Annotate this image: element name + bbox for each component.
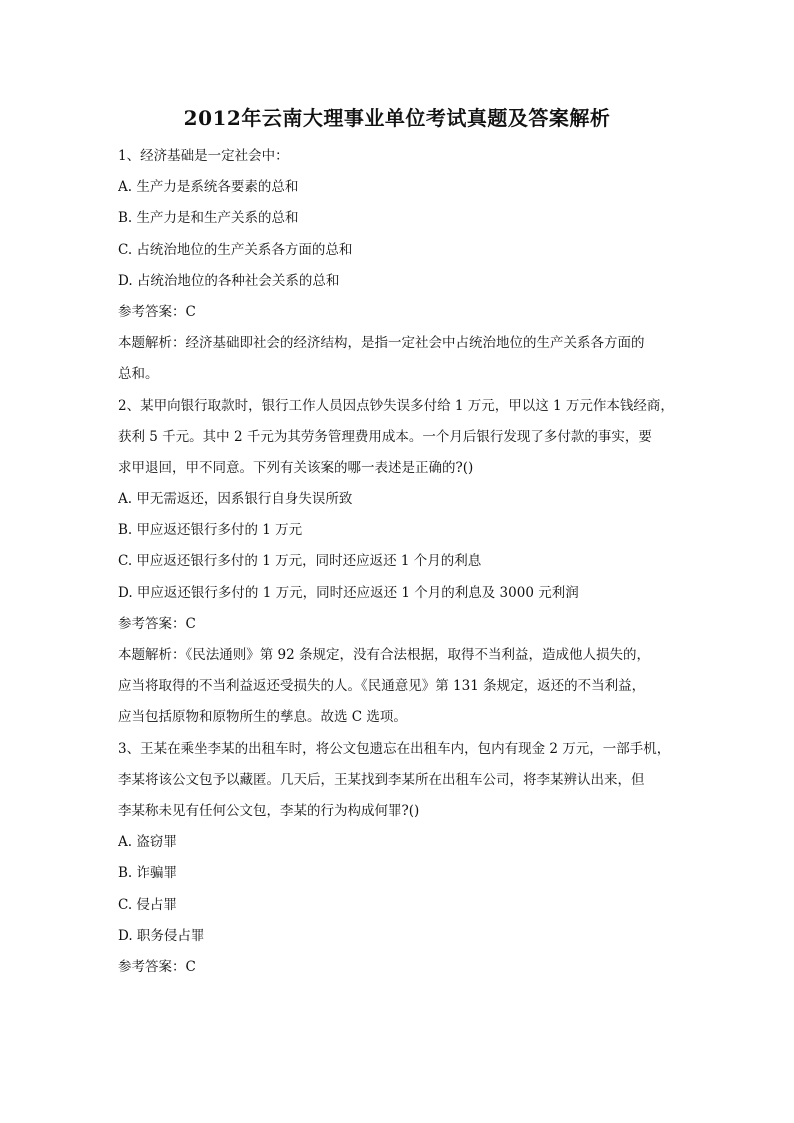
question-1-explanation-line: 总和。 (118, 366, 159, 383)
question-2-stem-line: 获利 5 千元。其中 2 千元为其劳务管理费用成本。一个月后银行发现了多付款的事实，要 (118, 428, 652, 445)
question-3-stem-line: 李某称未见有任何公文包，李某的行为构成何罪?() (118, 802, 420, 819)
question-1-stem: 1、经济基础是一定社会中： (118, 148, 289, 164)
question-2-option-c: C. 甲应返还银行多付的 1 万元，同时还应返还 1 个月的利息 (118, 553, 482, 570)
question-1-option-c: C. 占统治地位的生产关系各方面的总和 (118, 241, 353, 258)
question-1-option-d: D. 占统治地位的各种社会关系的总和 (118, 272, 340, 289)
question-3-option-a: A. 盗窃罪 (118, 834, 177, 851)
question-3-option-c: C. 侵占罪 (118, 896, 177, 913)
question-1-answer: 参考答案：C (118, 303, 196, 320)
question-3-answer: 参考答案：C (118, 958, 196, 975)
question-3-option-d: D. 职务侵占罪 (118, 927, 205, 944)
question-1-explanation-line: 本题解析：经济基础即社会的经济结构，是指一定社会中占统治地位的生产关系各方面的 (118, 335, 645, 352)
question-2-option-a: A. 甲无需返还，因系银行自身失误所致 (118, 491, 353, 508)
question-3-stem-line: 李某将该公文包予以藏匿。几天后，王某找到李某所在出租车公司，将李某辨认出来，但 (118, 771, 645, 788)
question-2-option-d: D. 甲应返还银行多付的 1 万元，同时还应返还 1 个月的利息及 3000 元利润 (118, 584, 579, 601)
question-2-answer: 参考答案：C (118, 615, 196, 632)
question-3-option-b: B. 诈骗罪 (118, 865, 178, 882)
document-title: 2012年云南大理事业单位考试真题及答案解析 (183, 106, 611, 130)
question-1-option-a: A. 生产力是系统各要素的总和 (118, 179, 299, 196)
question-2-explanation-line: 应当包括原物和原物所生的孳息。故选 C 选项。 (118, 709, 407, 726)
document-body (118, 141, 688, 983)
question-2-stem-line: 2、某甲向银行取款时，银行工作人员因点钞失误多付给 1 万元，甲以这 1 万元作本钱经商， (118, 397, 674, 414)
question-3-stem-line: 3、王某在乘坐李某的出租车时，将公文包遗忘在出租车内，包内有现金 2 万元，一部手机， (118, 740, 671, 757)
question-2-explanation-line: 本题解析：《民法通则》第 92 条规定，没有合法根据，取得不当利益，造成他人损失的， (118, 647, 651, 663)
question-2-stem-line: 求甲退回，甲不同意。下列有关该案的哪一表述是正确的?() (118, 459, 474, 476)
question-2-explanation-line: 应当将取得的不当利益返还受损失的人。《民通意见》第 131 条规定，返还的不当利益， (118, 678, 646, 695)
question-1-option-b: B. 生产力是和生产关系的总和 (118, 210, 299, 227)
question-2-option-b: B. 甲应返还银行多付的 1 万元 (118, 522, 303, 539)
